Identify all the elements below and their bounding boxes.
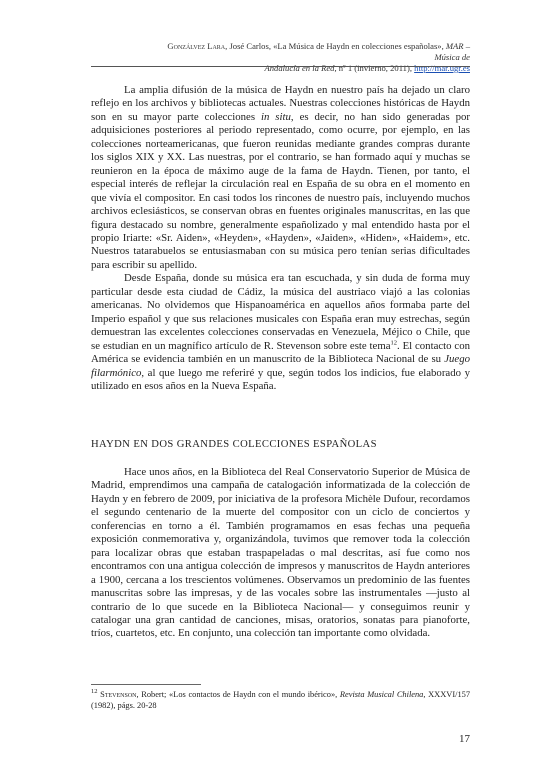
header-citation: , José Carlos, «La Música de Haydn en colecciones españolas», — [225, 41, 446, 51]
footnote-ref-12[interactable]: 12 — [390, 339, 398, 347]
header-issue: , nº 1 (invierno, 2011), — [334, 63, 415, 73]
footnote-journal: Revista Musical Chilena — [339, 690, 424, 699]
header-author: Gonzálvez Lara — [167, 41, 226, 51]
footnote-rule — [91, 684, 201, 685]
header-journal-line2: Andalucía en la Red — [264, 63, 335, 73]
footnote-12: $^{12}$ Stevenson, Robert; «Los contactos de Haydn con el mundo ibérico», Revista Musical Chilena, XXXVI/157 (1982), págs. 20-28 — [91, 688, 471, 710]
body-block-2 — [91, 466, 470, 641]
paragraph-1: La amplia difusión de la música de Haydn en nuestro país ha dejado un claro reflejo en los archivos y bibliotecas actuales. Nuestras colecciones históricas de Haydn son en su mayor parte colecciones in situ, es decir, no han sido generadas por adquisiciones posteriores al periodo representado, como ocurre, por ejemplo, en las colecciones norteamericanas, que fueron reunidas mediante grandes compras durante los siglos XIX y XX. Las nuestras, por el contrario, se han formado aquí y muchas se reunieron en la época de máximo auge de la fama de Haydn. Tienen, por tanto, el especial interés de reflejar la circulación real en España de su obra en el momento en que vivía el compositor. En casi todos los rincones de nuestro país, incluyendo muchos archivos eclesiásticos, se conservan obras en fuentes originales manuscritas, en las que figura destacado su nombre, generalmente españolizado y mal entendido hasta por el propio Iriarte: «Sr. Aiden», «Heyden», «Hayden», «Jaiden», «Hiden», «Haidem», etc. Nuestros tatarabuelos se entusiasmaban con su música pero tenían serias dificultades para escribir su apellido. — [91, 84, 470, 271]
header-journal: MAR – Música de — [434, 41, 470, 62]
body-block-1 — [91, 84, 470, 393]
section-heading: HAYDN EN DOS GRANDES COLECCIONES ESPAÑOLAS — [91, 439, 377, 450]
header-url-link[interactable]: http://mar.ugr.es — [414, 63, 470, 73]
paragraph-2: Desde España, donde su música era tan escuchada, y sin duda de forma muy particular desde esta ciudad de Cádiz, la música del austriaco viajó a las colonias americanas. No olvidemos que Hispanoamérica en aquellos años formaba parte del Imperio español y que sus relaciones musicales con España eran muy estrechas, según demuestran las excelentes colecciones conservadas en Venezuela, Méjico o Chile, que se estudian en un magnífico artículo de R. Stevenson sobre este tema$^{12}$. El contacto con América se evidencia también en un manuscrito de la Biblioteca Nacional de su Juego filarmónico, al que luego me referiré y que, según todos los indicios, fue elaborado y utilizado en esos años en la Nueva España. — [91, 272, 470, 392]
paragraph-3: Hace unos años, en la Biblioteca del Real Conservatorio Superior de Música de Madrid, emprendimos una campaña de catalogación informatizada de la colección de Haydn y en febrero de 2009, por iniciativa de la profesora Michèle Dufour, recordamos el segundo centenario de la muerte del compositor con un ciclo de conciertos y conferencias en torno a él. También programamos en esas fechas una pequeña exposición conmemorativa y, organizándola, tuvimos que remover toda la colección para localizar obras que estaban traspapeladas o mal descritas, así fue como nos encontramos con una antigua colección de impresos y manuscritos de Haydn anteriores a 1900, cercana a los trescientos volúmenes. Observamos un predominio de las fuentes manuscritas sobre las impresas, y de las vocales sobre las instrumentales —justo al contrario de lo que sucede en la Biblioteca Nacional— y conseguimos reunir y catalogar una gran cantidad de canciones, misas, oratorios, sonatas para pianoforte, tríos, cuartetos, etc. En conjunto, una colección tan importante como olvidada. — [91, 466, 470, 640]
page-number: 17 — [459, 733, 470, 745]
footnote-number: 12 — [91, 688, 98, 696]
footnote-author: Stevenson — [100, 690, 137, 699]
running-header — [140, 41, 470, 74]
header-rule — [91, 66, 470, 67]
